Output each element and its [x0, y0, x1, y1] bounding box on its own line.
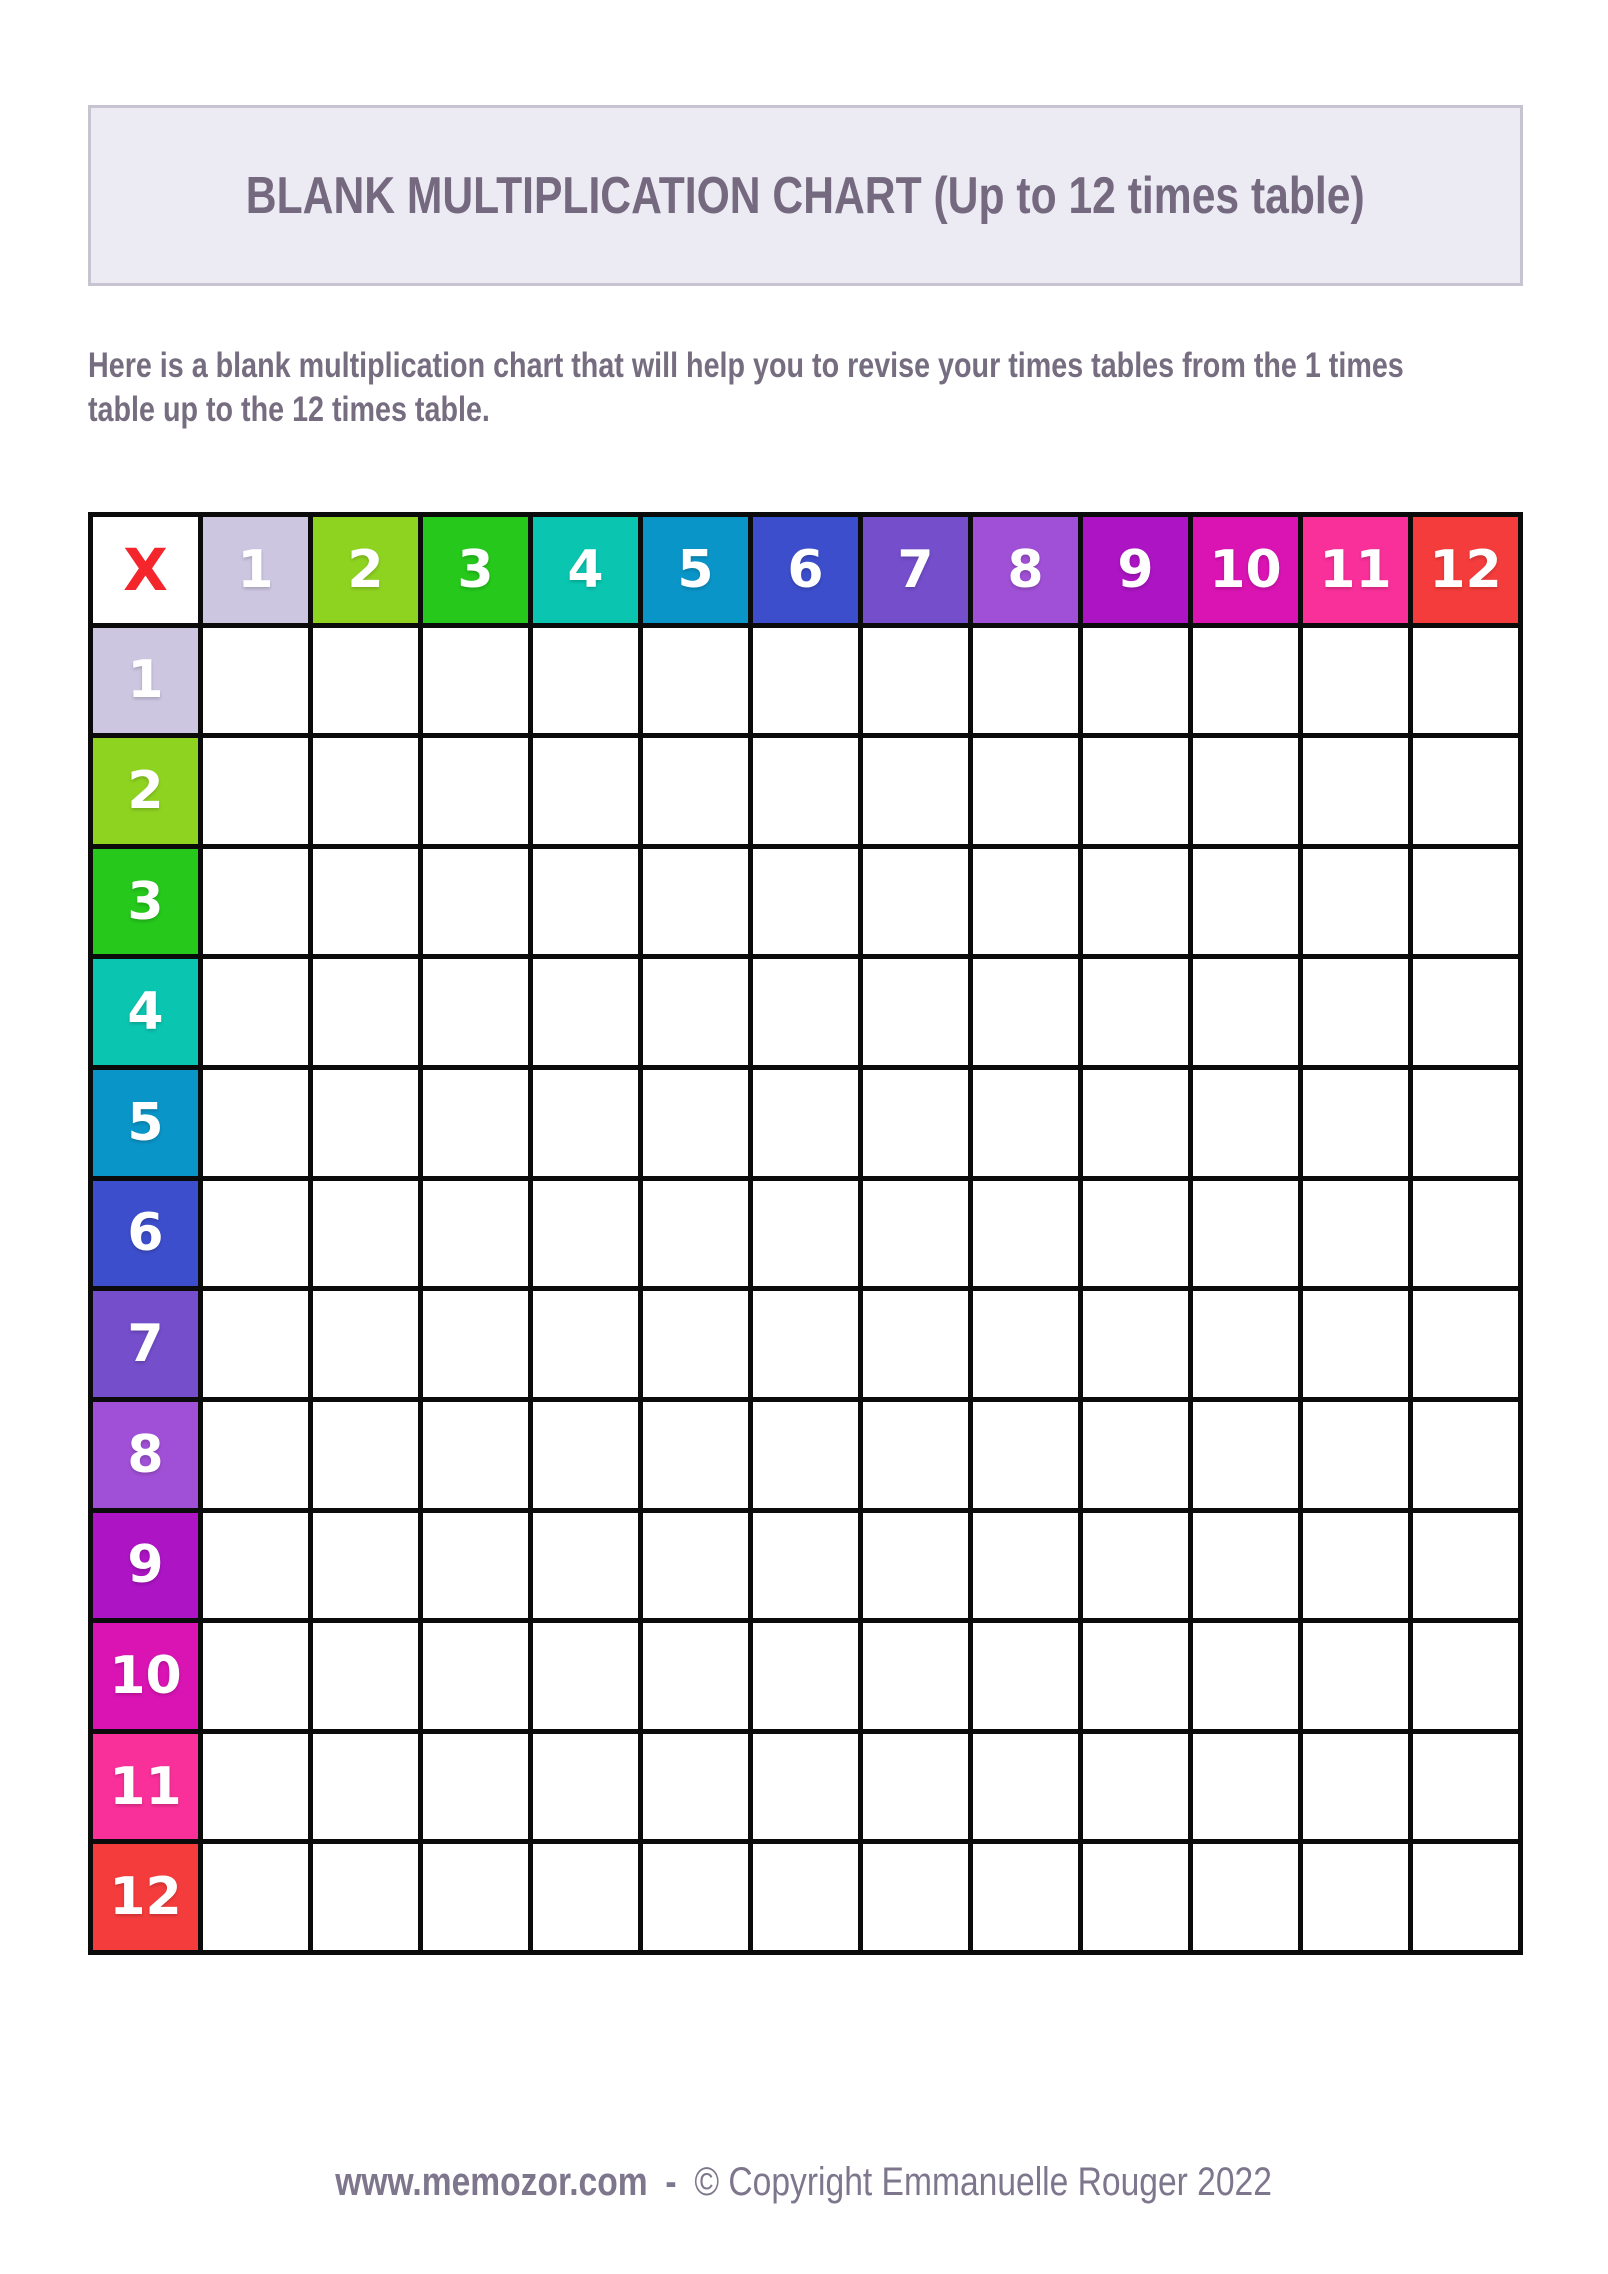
product-cell — [753, 628, 858, 734]
row-header-cell: 9 — [93, 1513, 198, 1619]
product-cell — [313, 628, 418, 734]
product-cell — [753, 959, 858, 1065]
product-cell — [533, 1291, 638, 1397]
product-cell — [1413, 1291, 1518, 1397]
product-cell — [753, 738, 858, 844]
product-cell — [753, 1623, 858, 1729]
product-cell — [533, 738, 638, 844]
product-cell — [1303, 959, 1408, 1065]
product-cell — [643, 1291, 748, 1397]
product-cell — [1303, 738, 1408, 844]
product-cell — [1413, 628, 1518, 734]
product-cell — [1303, 1513, 1408, 1619]
product-cell — [1193, 1513, 1298, 1619]
product-cell — [533, 1623, 638, 1729]
product-cell — [313, 1291, 418, 1397]
product-cell — [643, 1181, 748, 1287]
product-cell — [313, 1181, 418, 1287]
column-header-cell: 11 — [1303, 517, 1408, 623]
column-header-cell: 12 — [1413, 517, 1518, 623]
product-cell — [1193, 1402, 1298, 1508]
product-cell — [423, 738, 528, 844]
product-cell — [643, 1070, 748, 1176]
row-header-cell: 8 — [93, 1402, 198, 1508]
intro-line: table up to the 12 times table. — [88, 390, 490, 429]
product-cell — [643, 1844, 748, 1950]
footer-copyright: © Copyright Emmanuelle Rouger 2022 — [694, 2160, 1273, 2204]
column-header-cell: 10 — [1193, 517, 1298, 623]
product-cell — [1083, 1844, 1188, 1950]
product-cell — [973, 1291, 1078, 1397]
footer-text — [336, 2160, 1273, 2205]
product-cell — [973, 1070, 1078, 1176]
product-cell — [313, 1513, 418, 1619]
product-cell — [1083, 1623, 1188, 1729]
product-cell — [203, 959, 308, 1065]
product-cell — [203, 1623, 308, 1729]
product-cell — [533, 1844, 638, 1950]
column-header-cell: 3 — [423, 517, 528, 623]
product-cell — [973, 959, 1078, 1065]
row-header-cell: 6 — [93, 1181, 198, 1287]
product-cell — [1413, 738, 1518, 844]
product-cell — [753, 849, 858, 955]
product-cell — [863, 1734, 968, 1840]
product-cell — [1083, 1513, 1188, 1619]
product-cell — [1413, 1623, 1518, 1729]
product-cell — [203, 1402, 308, 1508]
product-cell — [973, 1623, 1078, 1729]
product-cell — [1303, 1070, 1408, 1176]
product-cell — [533, 628, 638, 734]
product-cell — [1303, 628, 1408, 734]
product-cell — [643, 849, 748, 955]
product-cell — [753, 1513, 858, 1619]
product-cell — [533, 1070, 638, 1176]
row-header-cell: 7 — [93, 1291, 198, 1397]
product-cell — [973, 1734, 1078, 1840]
row-header-cell: 3 — [93, 849, 198, 955]
product-cell — [643, 628, 748, 734]
product-cell — [753, 1291, 858, 1397]
product-cell — [203, 1734, 308, 1840]
product-cell — [1083, 1291, 1188, 1397]
column-header-cell: 8 — [973, 517, 1078, 623]
footer-site-link[interactable]: www.memozor.com — [335, 2160, 649, 2204]
product-cell — [1193, 1070, 1298, 1176]
product-cell — [643, 1402, 748, 1508]
product-cell — [973, 1844, 1078, 1950]
product-cell — [1083, 959, 1188, 1065]
product-cell — [533, 1181, 638, 1287]
page-title: BLANK MULTIPLICATION CHART (Up to 12 times table) — [246, 166, 1365, 225]
product-cell — [1193, 1623, 1298, 1729]
product-cell — [973, 738, 1078, 844]
product-cell — [863, 1070, 968, 1176]
product-cell — [1413, 1734, 1518, 1840]
product-cell — [863, 1291, 968, 1397]
product-cell — [313, 1734, 418, 1840]
product-cell — [1083, 1402, 1188, 1508]
product-cell — [203, 1844, 308, 1950]
product-cell — [753, 1181, 858, 1287]
product-cell — [1413, 1181, 1518, 1287]
product-cell — [1303, 849, 1408, 955]
row-header-cell: 2 — [93, 738, 198, 844]
product-cell — [863, 1402, 968, 1508]
product-cell — [863, 1844, 968, 1950]
product-cell — [863, 1623, 968, 1729]
product-cell — [533, 1734, 638, 1840]
product-cell — [1193, 1291, 1298, 1397]
product-cell — [973, 849, 1078, 955]
product-cell — [1413, 1844, 1518, 1950]
column-header-cell: 7 — [863, 517, 968, 623]
product-cell — [1413, 1070, 1518, 1176]
product-cell — [423, 628, 528, 734]
product-cell — [1303, 1623, 1408, 1729]
footer-separator: - — [665, 2160, 678, 2204]
product-cell — [423, 1070, 528, 1176]
product-cell — [203, 628, 308, 734]
intro-text — [88, 344, 1608, 432]
product-cell — [1303, 1734, 1408, 1840]
product-cell — [313, 1070, 418, 1176]
footer — [0, 2160, 1608, 2205]
product-cell — [1413, 959, 1518, 1065]
product-cell — [1303, 1844, 1408, 1950]
product-cell — [423, 849, 528, 955]
corner-cell: X — [93, 517, 198, 623]
product-cell — [643, 1623, 748, 1729]
product-cell — [1193, 1844, 1298, 1950]
product-cell — [1083, 738, 1188, 844]
product-cell — [313, 959, 418, 1065]
product-cell — [203, 1181, 308, 1287]
product-cell — [643, 959, 748, 1065]
product-cell — [753, 1734, 858, 1840]
product-cell — [203, 738, 308, 844]
product-cell — [643, 1513, 748, 1619]
row-header-cell: 11 — [93, 1734, 198, 1840]
column-header-cell: 1 — [203, 517, 308, 623]
product-cell — [863, 1181, 968, 1287]
product-cell — [753, 1844, 858, 1950]
product-cell — [863, 959, 968, 1065]
intro-line: Here is a blank multiplication chart that will help you to revise your times tables from the 1 times — [88, 346, 1404, 385]
column-header-cell: 4 — [533, 517, 638, 623]
product-cell — [313, 1623, 418, 1729]
product-cell — [863, 849, 968, 955]
product-cell — [203, 849, 308, 955]
product-cell — [1193, 1734, 1298, 1840]
product-cell — [863, 738, 968, 844]
column-header-cell: 9 — [1083, 517, 1188, 623]
product-cell — [753, 1402, 858, 1508]
product-cell — [1083, 628, 1188, 734]
product-cell — [973, 1402, 1078, 1508]
product-cell — [203, 1070, 308, 1176]
row-header-cell: 4 — [93, 959, 198, 1065]
product-cell — [643, 1734, 748, 1840]
product-cell — [423, 1291, 528, 1397]
product-cell — [863, 628, 968, 734]
product-cell — [1083, 849, 1188, 955]
product-cell — [203, 1291, 308, 1397]
column-header-cell: 2 — [313, 517, 418, 623]
product-cell — [973, 628, 1078, 734]
product-cell — [533, 1513, 638, 1619]
title-banner — [88, 105, 1523, 286]
product-cell — [313, 1844, 418, 1950]
product-cell — [423, 1513, 528, 1619]
product-cell — [423, 959, 528, 1065]
product-cell — [1413, 849, 1518, 955]
product-cell — [1193, 738, 1298, 844]
product-cell — [423, 1734, 528, 1840]
product-cell — [1193, 959, 1298, 1065]
column-header-cell: 6 — [753, 517, 858, 623]
product-cell — [423, 1402, 528, 1508]
product-cell — [423, 1181, 528, 1287]
product-cell — [1193, 1181, 1298, 1287]
product-cell — [1303, 1402, 1408, 1508]
row-header-cell: 10 — [93, 1623, 198, 1729]
product-cell — [1083, 1181, 1188, 1287]
product-cell — [753, 1070, 858, 1176]
product-cell — [973, 1513, 1078, 1619]
product-cell — [203, 1513, 308, 1619]
product-cell — [863, 1513, 968, 1619]
product-cell — [1083, 1734, 1188, 1840]
product-cell — [423, 1844, 528, 1950]
product-cell — [533, 849, 638, 955]
product-cell — [313, 1402, 418, 1508]
product-cell — [1303, 1181, 1408, 1287]
product-cell — [643, 738, 748, 844]
product-cell — [423, 1623, 528, 1729]
column-header-cell: 5 — [643, 517, 748, 623]
row-header-cell: 1 — [93, 628, 198, 734]
row-header-cell: 12 — [93, 1844, 198, 1950]
product-cell — [533, 1402, 638, 1508]
product-cell — [1413, 1402, 1518, 1508]
product-cell — [533, 959, 638, 1065]
product-cell — [1303, 1291, 1408, 1397]
product-cell — [1413, 1513, 1518, 1619]
product-cell — [973, 1181, 1078, 1287]
product-cell — [313, 849, 418, 955]
row-header-cell: 5 — [93, 1070, 198, 1176]
product-cell — [1083, 1070, 1188, 1176]
multiplication-grid — [88, 512, 1523, 1955]
product-cell — [313, 738, 418, 844]
product-cell — [1193, 628, 1298, 734]
product-cell — [1193, 849, 1298, 955]
